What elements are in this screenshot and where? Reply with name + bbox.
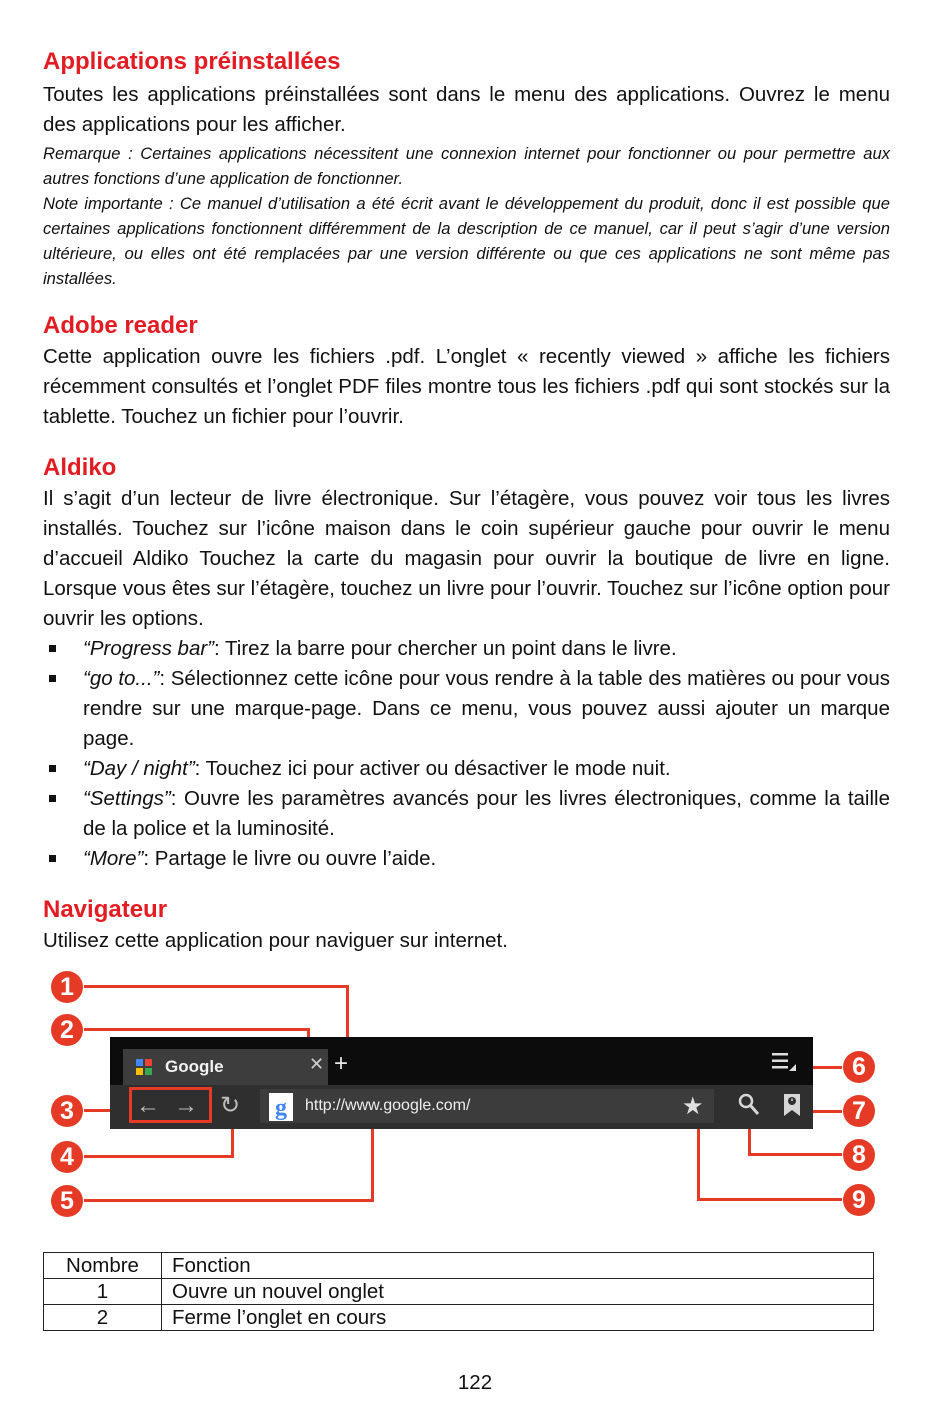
bullet-term: “go to...” [83,667,160,690]
callout-badge: 8 [843,1139,875,1171]
bullet-term: “Day / night” [83,757,195,780]
browser-screenshot [110,1037,813,1129]
list-item [43,634,890,664]
callout-line-4 [84,1155,234,1158]
table-header-row [44,1253,874,1279]
google-favicon-icon [135,1058,153,1076]
bullet-square-icon [49,795,56,802]
list-item [43,844,890,874]
browser-tab[interactable] [123,1049,328,1085]
forward-arrow-icon[interactable]: → [174,1092,198,1119]
bookmark-star-icon[interactable]: ★ [682,1093,704,1120]
callout-badge: 4 [51,1141,83,1173]
new-tab-icon[interactable]: + [334,1050,349,1077]
bullet-square-icon [49,645,56,652]
search-icon[interactable] [738,1093,760,1117]
bullet-desc: : Touchez ici pour activer ou désactiver le mode nuit. [194,757,671,780]
close-tab-icon[interactable]: ✕ [309,1054,325,1074]
bullet-desc: : Partage le livre ou ouvre l’aide. [143,847,437,870]
list-item [43,784,890,844]
remark-note: Remarque : Certaines applications nécessitent une connexion internet pour fonctionner ou pour permettre aux autres fonctions d’une application de fonctionner. [43,144,890,188]
section-title-adobe: Adobe reader [43,312,198,339]
callout-badge: 7 [843,1095,875,1127]
table-cell: Ouvre un nouvel onglet [162,1279,874,1305]
browser-figure [0,965,950,1225]
section-title-browser: Navigateur [43,896,168,923]
callout-line-2 [84,1028,310,1031]
table-cell: 2 [44,1305,162,1331]
bullet-square-icon [49,855,56,862]
important-note: Note importante : Ce manuel d’utilisation a été écrit avant le développement du produit, donc il est possible que certaines applications fonctionnent différemment de la description de ce manuel, car il peut s’agir d’une version ultérieure, ou elles ont été remplacées par une version différente ou que ces applications ne sont même pas installées. [43,194,890,288]
page-number: 122 [457,1371,493,1394]
callout-badge: 5 [51,1185,83,1217]
table-header-cell: Fonction [162,1253,874,1279]
table-header-cell: Nombre [44,1253,162,1279]
svg-text:g: g [275,1095,287,1121]
callout-badge: 6 [843,1051,875,1083]
bullet-desc: : Sélectionnez cette icône pour vous rendre à la table des matières ou pour vous rendre sur une marque-page. Dans ce menu, vous pouvez aussi ajouter un marque page. [83,667,890,750]
callout-line-9 [697,1125,700,1201]
callout-line-9 [697,1198,842,1201]
bullet-square-icon [49,765,56,772]
table-row [44,1305,874,1331]
callout-badge: 2 [51,1014,83,1046]
browser-toolbar [110,1085,813,1129]
tab-bar [110,1037,813,1085]
address-bar[interactable] [260,1089,714,1123]
bullet-term: “Progress bar” [83,637,215,660]
list-item [43,754,890,784]
list-item [43,664,890,754]
function-table [43,1252,874,1331]
refresh-icon[interactable]: ↻ [220,1092,241,1119]
menu-icon[interactable] [772,1051,796,1071]
callout-line-1 [84,985,349,988]
bullet-desc: : Tirez la barre pour chercher un point dans le livre. [214,637,677,660]
bookmarks-icon[interactable] [782,1093,802,1117]
callout-line-8 [748,1125,751,1156]
paragraph-aldiko: Il s’agit d’un lecteur de livre électronique. Sur l’étagère, vous pouvez voir tous les livres installés. Touchez sur l’icône maison dans le coin supérieur gauche pour ouvrir le menu d’accueil Aldiko Touchez la carte du magasin pour ouvrir la boutique de livre en ligne. Lorsque vous êtes sur l’étagère, touchez un livre pour l’ouvrir. Touchez sur l’icône option pour ouvrir les options. [43,487,890,630]
callout-badge: 1 [51,971,83,1003]
callout-badge: 3 [51,1095,83,1127]
tab-title: Google [165,1057,224,1076]
section-title-preinstalled: Applications préinstallées [43,48,341,75]
callout-line-5 [371,1125,374,1202]
callout-line-7 [810,1110,842,1113]
google-logo-icon [269,1093,293,1121]
table-cell: 1 [44,1279,162,1305]
paragraph-adobe: Cette application ouvre les fichiers .pdf. L’onglet « recently viewed » affiche les fichiers récemment consultés et l’onglet PDF files montre tous les fichiers .pdf qui sont stockés sur la tablette. Touchez un fichier pour l’ouvrir. [43,345,890,428]
bullet-desc: : Ouvre les paramètres avancés pour les livres électroniques, comme la taille de la police et la luminosité. [83,787,890,840]
bullet-term: “More” [83,847,144,870]
section-title-aldiko: Aldiko [43,454,117,481]
callout-line-8 [748,1153,842,1156]
url-text: http://www.google.com/ [305,1097,471,1114]
table-cell: Ferme l’onglet en cours [162,1305,874,1331]
callout-line-4 [231,1125,234,1158]
paragraph-browser: Utilisez cette application pour naviguer sur internet. [43,929,508,952]
callout-badge: 9 [843,1184,875,1216]
bullet-term: “Settings” [83,787,171,810]
callout-line-5 [84,1199,374,1202]
bullet-square-icon [49,675,56,682]
table-row [44,1279,874,1305]
paragraph-preinstalled: Toutes les applications préinstallées sont dans le menu des applications. Ouvrez le menu des applications pour les afficher. [43,83,890,136]
back-arrow-icon[interactable]: ← [136,1092,160,1119]
